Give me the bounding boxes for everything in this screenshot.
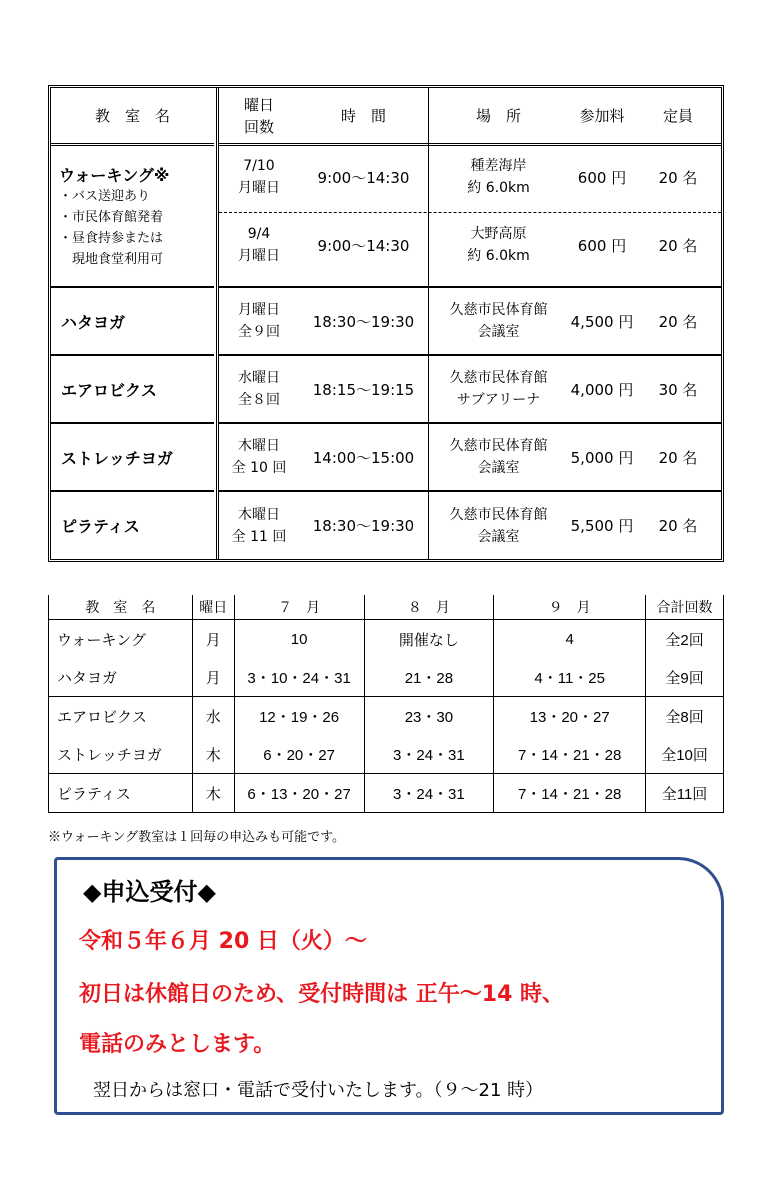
- walking-note: ・市民体育館発着: [59, 209, 164, 225]
- class-name: ハタヨガ: [61, 312, 126, 332]
- header-capacity: 定員: [662, 107, 693, 125]
- date: 9/4: [247, 226, 271, 242]
- total-count: 全2回: [646, 620, 724, 659]
- count: 全９回: [238, 324, 280, 340]
- venue: 久慈市民体育館: [449, 506, 548, 523]
- row-capacity: 30 名: [658, 380, 698, 399]
- session-place: [431, 152, 566, 202]
- application-info-box: [54, 857, 724, 1115]
- total-count: 全10回: [646, 735, 724, 774]
- header-september: ９ 月: [494, 595, 646, 620]
- row-fee: 5,000 円: [570, 448, 634, 467]
- july-dates: 3・10・24・31: [234, 658, 364, 697]
- class-name: ピラティス: [61, 517, 140, 536]
- september-dates: 13・20・27: [494, 697, 646, 736]
- august-dates: 3・24・31: [364, 735, 494, 774]
- day: 水曜日: [238, 370, 280, 386]
- september-dates: 7・14・21・28: [494, 774, 646, 813]
- header-august: ８ 月: [364, 595, 494, 620]
- venue: 久慈市民体育館: [449, 370, 548, 386]
- table-row: [49, 697, 724, 736]
- walking-name-cell: [51, 146, 214, 286]
- class-name: エアロビクス: [49, 697, 193, 736]
- header-class-name: 教 室 名: [49, 595, 193, 620]
- start-date-text: 令和５年６月 20 日（火）～: [79, 929, 367, 954]
- day: 月: [192, 620, 234, 659]
- row-place: [431, 288, 566, 354]
- room: 会議室: [477, 324, 520, 340]
- walking-notes: [59, 186, 163, 270]
- session-capacity: 20 名: [658, 236, 698, 255]
- row-time: 18:30～19:30: [312, 517, 415, 535]
- row-day: [219, 424, 299, 490]
- total-count: 全9回: [646, 658, 724, 697]
- count: 全 10 回: [231, 460, 287, 476]
- class-name: ハタヨガ: [49, 658, 193, 697]
- row-time: 18:15～19:15: [312, 380, 415, 399]
- row-capacity: 20 名: [658, 448, 698, 467]
- day: 木: [192, 774, 234, 813]
- first-day-notice: 初日は休館日のため、受付時間は 正午～14 時、: [79, 982, 565, 1007]
- row-place: [431, 492, 566, 559]
- class-name: ストレッチヨガ: [49, 735, 193, 774]
- row-time: 14:00～15:00: [312, 448, 415, 467]
- row-capacity: 20 名: [658, 517, 698, 535]
- header-day-count: [219, 90, 299, 142]
- header-july: ７ 月: [234, 595, 364, 620]
- place: 種差海岸: [470, 158, 527, 174]
- header-fee: 参加料: [579, 107, 625, 125]
- day: 月曜日: [238, 180, 280, 196]
- walking-note: ・バス送迎あり: [59, 188, 151, 204]
- session-place: [431, 220, 566, 270]
- box-title: ◆申込受付◆: [83, 878, 216, 906]
- total-count: 全11回: [646, 774, 724, 813]
- row-day: [219, 356, 299, 422]
- class-name: エアロビクス: [61, 380, 157, 400]
- july-dates: 6・20・27: [234, 735, 364, 774]
- class-details: [216, 88, 721, 559]
- day: 木曜日: [238, 506, 280, 523]
- row-fee: 4,000 円: [570, 380, 634, 399]
- august-dates: 21・28: [364, 658, 494, 697]
- july-dates: 6・13・20・27: [234, 774, 364, 813]
- september-dates: 4・11・25: [494, 658, 646, 697]
- day: 月: [192, 658, 234, 697]
- walking-note: ・昼食持参または: [59, 230, 164, 246]
- header-day: 曜日: [192, 595, 234, 620]
- room: 会議室: [477, 528, 520, 545]
- july-dates: 12・19・26: [234, 697, 364, 736]
- row-fee: 4,500 円: [570, 312, 634, 331]
- distance: 約 6.0km: [467, 180, 530, 196]
- date: 7/10: [243, 158, 275, 174]
- class-name: ピラティス: [49, 774, 193, 813]
- class-schedule-table: [48, 85, 724, 562]
- row-place: [431, 356, 566, 422]
- table-row: [49, 735, 724, 774]
- monthly-dates-table: [48, 595, 724, 813]
- september-dates: 7・14・21・28: [494, 735, 646, 774]
- row-time: 18:30～19:30: [312, 312, 415, 331]
- walking-note-text: ※ウォーキング教室は１回毎の申込みも可能です。: [48, 830, 346, 845]
- session-fee: 600 円: [577, 236, 627, 255]
- row-fee: 5,500 円: [570, 517, 634, 535]
- row-day: [219, 492, 299, 559]
- count: 全 11 回: [231, 528, 287, 545]
- class-name: ウォーキング: [49, 620, 193, 659]
- header-place: 場 所: [475, 107, 521, 125]
- september-dates: 4: [494, 620, 646, 659]
- table-row: [49, 774, 724, 813]
- class-name-column: [51, 88, 214, 559]
- session-fee: 600 円: [577, 168, 627, 187]
- session-date: [219, 220, 299, 270]
- venue: 久慈市民体育館: [449, 302, 548, 318]
- place: 大野高原: [470, 226, 527, 242]
- session-time: 9:00～14:30: [317, 168, 410, 187]
- header-total: 合計回数: [646, 595, 724, 620]
- phone-only-notice: 電話のみとします。: [79, 1032, 276, 1057]
- row-day: [219, 288, 299, 354]
- day: 木曜日: [238, 438, 280, 454]
- august-dates: 開催なし: [364, 620, 494, 659]
- header-day: 曜日: [243, 96, 274, 114]
- walking-note: 現地食堂利用可: [59, 251, 164, 267]
- class-name: ストレッチヨガ: [61, 448, 173, 468]
- venue: 久慈市民体育館: [449, 438, 548, 454]
- row-capacity: 20 名: [658, 312, 698, 331]
- july-dates: 10: [234, 620, 364, 659]
- day: 月曜日: [238, 248, 280, 264]
- header-time: 時 間: [340, 107, 386, 125]
- session-date: [219, 152, 299, 202]
- header-class-name: 教 室 名: [94, 107, 170, 125]
- table-row: [49, 620, 724, 659]
- day: 木: [192, 735, 234, 774]
- header-count: 回数: [243, 118, 274, 136]
- walking-name: ウォーキング※: [59, 165, 170, 185]
- total-count: 全8回: [646, 697, 724, 736]
- day: 水: [192, 697, 234, 736]
- august-dates: 3・24・31: [364, 774, 494, 813]
- following-days-notice: 翌日からは窓口・電話で受付いたします。（９～21 時）: [93, 1080, 544, 1101]
- august-dates: 23・30: [364, 697, 494, 736]
- row-place: [431, 424, 566, 490]
- room: サブアリーナ: [456, 392, 541, 408]
- day: 月曜日: [238, 302, 280, 318]
- distance: 約 6.0km: [467, 248, 530, 264]
- table-row: [49, 658, 724, 697]
- session-capacity: 20 名: [658, 168, 698, 187]
- count: 全８回: [238, 392, 280, 408]
- room: 会議室: [477, 460, 520, 476]
- session-time: 9:00～14:30: [317, 236, 410, 255]
